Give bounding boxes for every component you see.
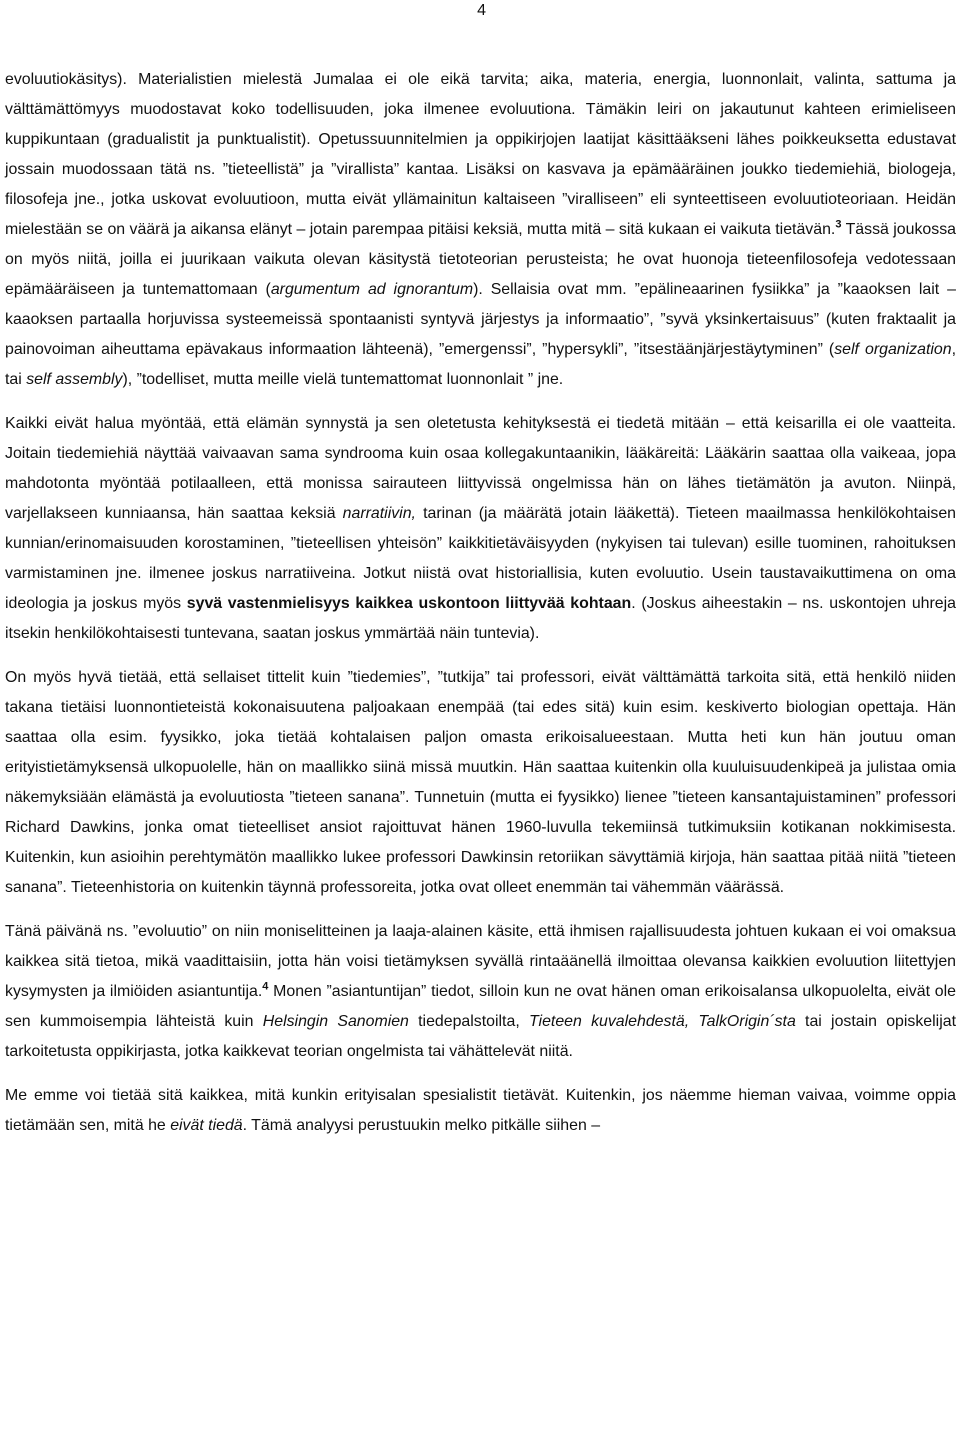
text-segment: ), ”todelliset, mutta meille vielä tuntemattomat luonnonlait ” jne. xyxy=(122,371,564,388)
text-segment: On myös hyvä tietää, että sellaiset tittelit kuin ”tiedemies”, ”tutkija” tai professori, eivät välttämättä tarkoita sitä, että henkilö niiden takana tietäisi luonnontieteistä kokonaisuutena paljoakaan enempää (tai edes sitä) kuin esim. keskiverto biologian opettaja. Hän saattaa olla esim. fyysikko, joka tietää kohtalaisen paljon omasta erikoisalueestaan. Mutta heti kun hän joutuu oman erityistietämyksensä ulkopuolelle, hän on maallikko siinä missä muutkin. Hän saattaa kuitenkin olla kuuluisuudenkipeä ja julistaa omia näkemyksiään elämästä ja evoluutiosta ”tieteen sanana”. Tunnetuin (mutta ei fyysikko) lienee ”tieteen kansantajuistaminen” professori Richard Dawkins, jonka omat tieteelliset ansiot rajoittuvat hänen 1960-luvulla tekemiinsä tutkimuksiin kotikanan nokkimisesta. Kuitenkin, kun asioihin perehtymätön maallikko lukee professori Dawkinsin retoriikan sävyttämiä kirjoja, hän saattaa pitää niitä ”tieteen sanana”. Tieteenhistoria on kuitenkin täynnä professoreita, jotka ovat olleet enemmän tai vähemmän väärässä. xyxy=(5,669,956,896)
footnote-reference: 3 xyxy=(835,218,842,231)
italic-text: eivät tiedä xyxy=(170,1117,243,1134)
page-number: 4 xyxy=(477,2,486,19)
paragraph xyxy=(5,409,956,649)
italic-text: Tieteen kuvalehdestä, TalkOrigin´sta xyxy=(528,1013,796,1030)
text-segment: Tässä joukossa on myös niitä, joilla ei juurikaan vaikuta olevan käsitystä tietoteorian perusteista; he ovat huonoja tieteenfilosofeja vedotessaan epämääräiseen ja tuntemattomaan ( xyxy=(5,221,956,298)
paragraph xyxy=(5,917,956,1067)
paragraph xyxy=(5,65,956,395)
text-segment: tai jostain opiskelijat tarkoitetusta oppikirjasta, jotka kaikkevat teorian ongelmista tai vähättelevät niitä. xyxy=(5,1013,956,1060)
document-body xyxy=(5,65,956,1155)
paragraph xyxy=(5,663,956,903)
bold-text: syvä vastenmielisyys kaikkea uskontoon liittyvää kohtaan xyxy=(186,595,632,612)
text-segment: . Tämä analyysi perustuukin melko pitkälle siihen – xyxy=(242,1117,601,1134)
text-segment: , tai xyxy=(5,341,956,388)
italic-text: argumentum ad ignorantum xyxy=(270,281,474,298)
italic-text: narratiivin, xyxy=(342,505,416,522)
italic-text: self assembly xyxy=(26,371,123,388)
text-segment: . (Joskus aiheestakin – ns. uskontojen uhreja itsekin henkilökohtaisesti tuntevana, saatan joskus ymmärtää näin tuntevia). xyxy=(5,595,956,642)
footnote-reference: 4 xyxy=(262,980,269,993)
text-segment: ). Sellaisia ovat mm. ”epälineaarinen fysiikka” ja ”kaaoksen lait – kaaoksen partaalla horjuvissa systeemeissä spontaanisti syntyvä järjestys ja informaatio”, ”syvä yksinkertaisuus” (kuten fraktaalit ja painovoiman aiheuttama epävakaus informaation lähteenä), ”emergenssi”, ”hypersykli”, ”itsestäänjärjestäytyminen” ( xyxy=(5,281,956,358)
text-segment: Monen ”asiantuntijan” tiedot, silloin kun ne ovat hänen oman erikoisalansa ulkopuolelta, eivät ole sen kummoisempia lähteistä kuin xyxy=(5,983,956,1030)
text-segment: Tänä päivänä ns. ”evoluutio” on niin moniselitteinen ja laaja-alainen käsite, että ihmisen rajallisuudesta johtuen kukaan ei voi omaksua kaikkea sitä tietoa, mikä vaadittaisiin, jotta hän voisi tietämyksen syvällä rintaäänellä ilmoittaa olevansa kaikkien evoluution liitettyjen kysymysten ja ilmiöiden asiantuntija. xyxy=(5,923,956,1000)
text-segment: evoluutiokäsitys). Materialistien mielestä Jumalaa ei ole eikä tarvita; aika, materia, energia, luonnonlait, valinta, sattuma ja välttämättömyys muodostavat koko todellisuuden, joka ilmenee evoluutiona. Tämäkin leiri on jakautunut kahteen erimieliseen kuppikuntaan (gradualistit ja punktualistit). Opetussuunnitelmien ja oppikirjojen laatijat käsittääkseni lähes poikkeuksetta edustavat jossain muodossaan tätä ns. ”tieteellistä” ja ”virallista” kantaa. Lisäksi on kasvava ja epämääräinen joukko tiedemiehiä, biologeja, filosofeja jne., jotka uskovat evoluutioon, mutta eivät yllämainitun kaltaiseen ”viralliseen” eli synteettiseen evoluutioteoriaan. Heidän mielestään se on väärä ja aikansa elänyt – jotain parempaa pitäisi keksiä, mutta mitä – sitä kukaan ei vaikuta tietävän. xyxy=(5,71,956,238)
paragraph xyxy=(5,1081,956,1141)
text-segment: Kaikki eivät halua myöntää, että elämän synnystä ja sen oletetusta kehityksestä ei tiedetä mitään – että keisarilla ei ole vaatteita. Joitain tiedemiehiä näyttää vaivaavan sama syndrooma kuin osaa kollegakuntaanikin, lääkäreitä: Lääkärin saattaa olla vaikeaa, jopa mahdotonta myöntää potilaalleen, että monissa sairauteen liittyvissä ongelmissa hän on lähes tietämätön ja avuton. Niinpä, varjellakseen kunniaansa, hän saattaa keksiä xyxy=(5,415,956,522)
italic-text: Helsingin Sanomien xyxy=(262,1013,409,1030)
text-segment: Me emme voi tietää sitä kaikkea, mitä kunkin erityisalan spesialistit tietävät. Kuitenkin, jos näemme hieman vaivaa, voimme oppia tietämään sen, mitä he xyxy=(5,1087,956,1134)
text-segment: tiedepalstoilta, xyxy=(408,1013,529,1030)
italic-text: self organization xyxy=(834,341,952,358)
text-segment: tarinan (ja määrätä jotain lääkettä). Tieteen maailmassa henkilökohtaisen kunnian/erinomaisuuden korostaminen, ”tieteellisen yhteisön” kaikkitietäväisyyden (nykyisen tai tulevan) esille tuominen, rahoituksen varmistaminen jne. ilmenee joskus narratiiveina. Jotkut niistä ovat historiallisia, kuten evoluutio. Usein taustavaikuttimena on oma ideologia ja joskus myös xyxy=(5,505,956,612)
